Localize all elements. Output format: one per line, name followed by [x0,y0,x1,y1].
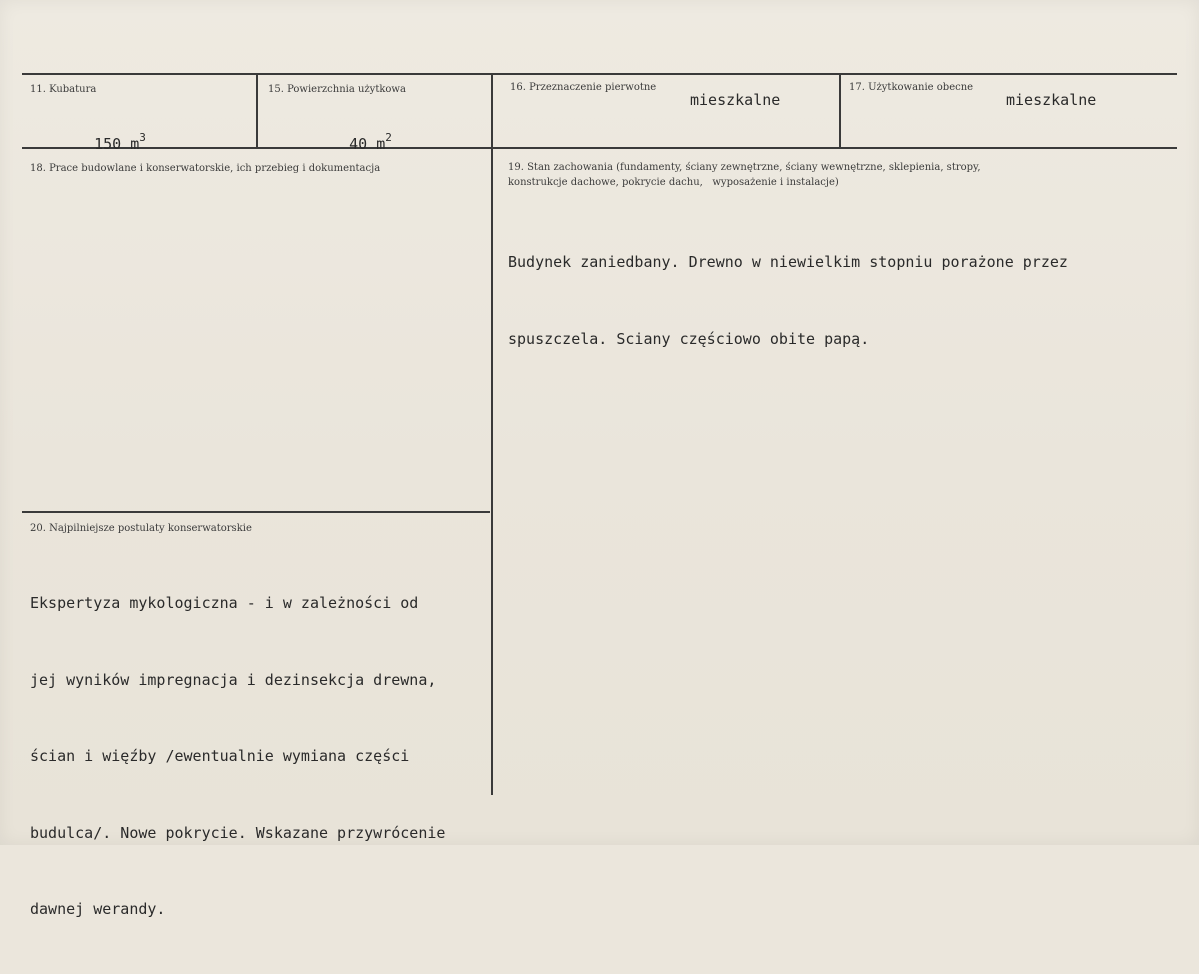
field-19-text-line: spuszczela. Sciany częściowo obite papą. [508,329,870,348]
field-11-unit-exponent: 3 [139,131,146,144]
field-16-value: mieszkalne [690,91,781,109]
field-17-label: 17. Użytkowanie obecne [849,82,974,93]
field-11-number: 150 m [94,135,140,153]
field-20-text [30,540,445,974]
field-20-text-line: ścian i więźby /ewentualnie wymiana części [30,747,410,765]
field-20-text-line: dawnej werandy. [30,900,166,918]
field-19-text-line: Budynek zaniedbany. Drewno w niewielkim stopniu porażone przez [508,253,1068,271]
field-20-label: 20. Najpilniejsze postulaty konserwatorskie [30,523,252,534]
field-19-label-line-2: konstrukcje dachowe, pokrycie dachu, wyposażenie i instalacje) [508,177,839,188]
field-17-value: mieszkalne [1006,91,1097,109]
divider-16-17 [839,75,841,147]
field-20-text-line: jej wyników impregnacja i dezinsekcja drewna, [30,670,437,689]
field-19-label-line-1: 19. Stan zachowania (fundamenty, ściany zewnętrzne, ściany wewnętrzne, sklepienia, stropy, [508,162,981,173]
field-11-label: 11. Kubatura [30,84,97,95]
section-20-rule [22,511,490,513]
field-20-text-line: Ekspertyza mykologiczna - i w zależności od [30,594,419,612]
field-18-label: 18. Prace budowlane i konserwatorskie, ich przebieg i dokumentacja [30,163,381,174]
field-20-text-line: budulca/. Nowe pokrycie. Wskazane przywrócenie [30,823,446,842]
field-19-text [508,199,1068,403]
top-rule [22,73,1177,75]
divider-11-15 [256,75,258,147]
field-15-number: 40 m [349,135,386,153]
field-15-label: 15. Powierzchnia użytkowa [268,84,406,95]
header-row-rule [22,147,1177,149]
divider-main [491,75,493,795]
field-16-label: 16. Przeznaczenie pierwotne [510,82,657,93]
field-15-unit-exponent: 2 [385,131,392,144]
